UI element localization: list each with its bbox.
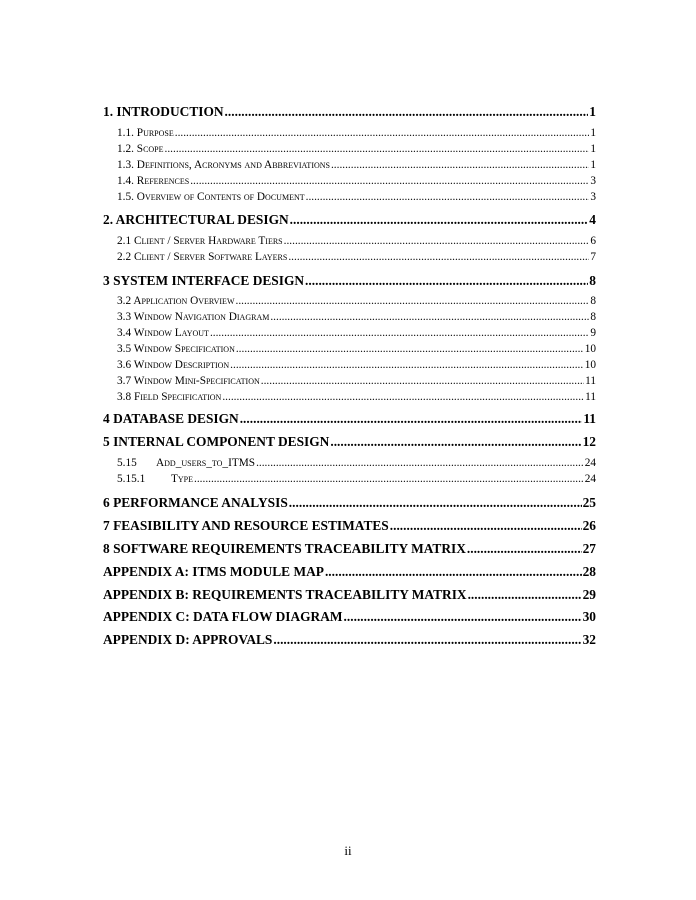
toc-entry-add-users-to-itms[interactable] [103,457,596,472]
toc-entry-introduction[interactable] [103,104,596,122]
dot-leader [467,541,582,557]
toc-entry-page: 3 [590,191,596,203]
dot-leader [468,587,582,603]
toc-entry-page: 1 [590,159,596,171]
toc-entry-title: Application Overview [133,295,235,307]
toc-entry-window-description[interactable] [103,359,596,374]
toc-entry-page: 9 [590,327,596,339]
toc-entry-page: 10 [584,343,596,355]
toc-entry-number: 2. [103,212,114,227]
toc-entry-page: 6 [590,235,596,247]
toc-entry-page: 7 [590,251,596,263]
toc-entry-title: Window Description [133,359,230,371]
toc-entry-number: 5.15 [117,457,137,469]
toc-entry-number: 1.3. [117,159,134,171]
toc-entry-number: 4 [103,411,110,426]
toc-entry-page: 1 [590,143,596,155]
toc-entry-appendix-c[interactable] [103,609,596,627]
toc-entry-number: 3.3 [117,311,132,323]
toc-entry-references[interactable] [103,175,596,190]
dot-leader [270,311,589,323]
dot-leader [225,104,589,120]
toc-entry-title: Field Specification [133,391,222,403]
toc-entry-title: Window Mini-Specification [133,375,260,387]
toc-entry-page: 8 [589,273,596,288]
toc-entry-page: 28 [582,564,596,579]
toc-entry-number: 7 [103,518,110,533]
toc-entry-system-interface-design[interactable] [103,273,596,291]
toc-entry-number: 1. [103,104,114,119]
toc-entry-page: 27 [582,541,596,556]
toc-entry-number: 2.2 [117,251,132,263]
toc-entry-appendix-d[interactable] [103,632,596,650]
toc-entry-type[interactable] [103,473,596,488]
toc-entry-number: 6 [103,495,110,510]
toc-entry-software-layers[interactable] [103,251,596,266]
toc-entry-page: 11 [583,411,596,426]
dot-leader [210,327,589,339]
toc-entry-architectural-design[interactable] [103,212,596,230]
toc-entry-title: Window Specification [133,343,235,355]
toc-entry-page: 8 [590,295,596,307]
dot-leader [290,212,589,228]
toc-entry-software-requirements-matrix[interactable] [103,541,596,559]
toc-entry-title: FEASIBILITY AND RESOURCE ESTIMATES [113,518,389,533]
toc-entry-number: 1.2. [117,143,134,155]
toc-entry-window-mini-specification[interactable] [103,375,596,390]
dot-leader [289,495,582,511]
toc-entry-page: 24 [584,457,596,469]
toc-entry-title: Window Navigation Diagram [133,311,270,323]
dot-leader [344,609,582,625]
toc-entry-number: 3.2 [117,295,132,307]
toc-entry-title: DATABASE DESIGN [113,411,239,426]
toc-entry-appendix-a[interactable] [103,564,596,582]
toc-entry-title: Purpose [136,127,174,139]
dot-leader [165,143,590,155]
toc-entry-number: 3.4 [117,327,132,339]
toc-entry-number: 1.5. [117,191,134,203]
toc-entry-title: INTERNAL COMPONENT DESIGN [113,434,330,449]
toc-entry-page: 32 [582,632,596,647]
dot-leader [261,375,584,387]
dot-leader [256,457,584,469]
toc-entry-title: INTRODUCTION [116,104,224,119]
dot-leader [330,434,581,450]
toc-entry-number: 3.8 [117,391,132,403]
toc-entry-title: Window Layout [133,327,209,339]
toc-entry-title: APPENDIX A: ITMS MODULE MAP [103,564,324,579]
dot-leader [190,175,589,187]
toc-entry-title: Type [171,473,194,485]
toc-entry-page: 24 [584,473,596,485]
toc-entry-page: 1 [590,127,596,139]
toc-entry-application-overview[interactable] [103,295,596,310]
toc-entry-number: 3 [103,273,110,288]
toc-entry-title: APPENDIX C: DATA FLOW DIAGRAM [103,609,343,624]
toc-entry-title: ARCHITECTURAL DESIGN [115,212,289,227]
toc-entry-title: APPENDIX D: APPROVALS [103,632,273,647]
toc-entry-scope[interactable] [103,143,596,158]
dot-leader [240,411,583,427]
toc-entry-title: Add_users_to_ITMS [156,457,256,469]
dot-leader [175,127,590,139]
dot-leader [390,518,582,534]
toc-entry-title: SYSTEM INTERFACE DESIGN [113,273,305,288]
toc-entry-page: 12 [582,434,596,449]
toc-entry-internal-component-design[interactable] [103,434,596,452]
toc-entry-page: 1 [589,104,596,119]
toc-entry-page: 25 [582,495,596,510]
toc-entry-window-navigation-diagram[interactable] [103,311,596,326]
toc-entry-page: 30 [582,609,596,624]
toc-entry-title: Client / Server Software Layers [133,251,288,263]
toc-entry-title: Overview of Contents of Document [136,191,305,203]
toc-entry-performance-analysis[interactable] [103,495,596,513]
dot-leader [236,295,590,307]
dot-leader [236,343,584,355]
toc-entry-title: SOFTWARE REQUIREMENTS TRACEABILITY MATRIX [113,541,466,556]
toc-entry-purpose[interactable] [103,127,596,142]
toc-entry-number: 1.1. [117,127,134,139]
toc-entry-database-design[interactable] [103,411,596,429]
toc-entry-page: 10 [584,359,596,371]
toc-entry-page: 4 [589,212,596,227]
toc-entry-page: 3 [590,175,596,187]
toc-entry-number: 5 [103,434,110,449]
toc-entry-definitions[interactable] [103,159,596,174]
toc-entry-page: 29 [582,587,596,602]
toc-entry-overview[interactable] [103,191,596,206]
dot-leader [273,632,581,648]
dot-leader [288,251,589,263]
toc-entry-number: 8 [103,541,110,556]
dot-leader [222,391,584,403]
toc-entry-feasibility[interactable] [103,518,596,536]
toc-entry-number: 3.6 [117,359,132,371]
dot-leader [305,273,588,289]
toc-entry-title: Definitions, Acronyms and Abbreviations [136,159,330,171]
toc-entry-page: 11 [585,391,596,403]
dot-leader [325,564,582,580]
dot-leader [284,235,590,247]
toc-entry-title: APPENDIX B: REQUIREMENTS TRACEABILITY MATRIX [103,587,467,602]
toc-entry-number: 3.5 [117,343,132,355]
toc-entry-number: 3.7 [117,375,132,387]
page-number: ii [344,843,352,858]
toc-entry-number: 1.4. [117,175,134,187]
toc-entry-number: 2.1 [117,235,132,247]
toc-entry-title: References [136,175,190,187]
toc-entry-page: 8 [590,311,596,323]
dot-leader [331,159,589,171]
toc-entry-title: Client / Server Hardware Tiers [133,235,283,247]
toc-entry-window-layout[interactable] [103,327,596,342]
toc-entry-window-specification[interactable] [103,343,596,358]
toc-entry-number: 5.15.1 [117,473,146,485]
toc-entry-title: Scope [136,143,164,155]
toc-entry-hardware-tiers[interactable] [103,235,596,250]
toc-entry-page: 26 [582,518,596,533]
dot-leader [306,191,590,203]
toc-entry-field-specification[interactable] [103,391,596,406]
dot-leader [230,359,584,371]
toc-entry-appendix-b[interactable] [103,587,596,605]
dot-leader [194,473,584,485]
toc-entry-title: PERFORMANCE ANALYSIS [113,495,288,510]
toc-entry-page: 11 [585,375,596,387]
